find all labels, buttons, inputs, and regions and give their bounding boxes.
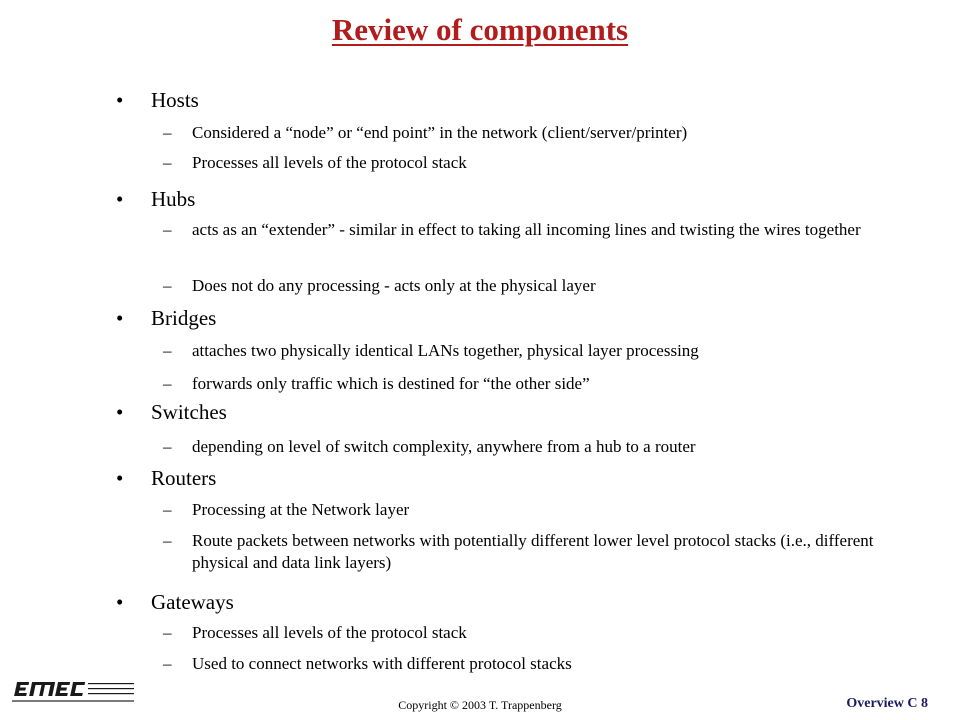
bullet-label: Bridges [151, 306, 217, 330]
dash-icon: – [163, 153, 172, 172]
sub-bullet-text: Does not do any processing - acts only at the physical layer [192, 276, 596, 295]
slide-number: Overview C 8 [846, 696, 928, 711]
bullet-dot-icon: • [116, 400, 124, 424]
bullet-dot-icon: • [116, 187, 124, 211]
sub-bullet-text: acts as an “extender” - similar in effect to taking all incoming lines and twisting the wires together [192, 220, 861, 239]
dash-icon: – [163, 654, 172, 673]
sub-bullet-text: depending on level of switch complexity, anywhere from a hub to a router [192, 437, 696, 456]
sub-bullet-text: Processes all levels of the protocol stack [192, 153, 467, 172]
bullet-label: Gateways [151, 590, 234, 614]
bullet-label: Hubs [151, 187, 196, 211]
bullet-dot-icon: • [116, 88, 124, 112]
dash-icon: – [163, 220, 172, 239]
sub-bullet-text: attaches two physically identical LANs together, physical layer processing [192, 341, 699, 360]
dash-icon: – [163, 341, 172, 360]
bullet-dot-icon: • [116, 590, 124, 614]
sub-bullet-text: Processes all levels of the protocol stack [192, 623, 467, 642]
sub-bullet-text: Processing at the Network layer [192, 500, 410, 519]
sub-bullet-text: Route packets between networks with potentially different lower level protocol stacks (i.e., different physical and data link layers) [192, 531, 874, 572]
slide-title: Review of components [331, 12, 629, 47]
dash-icon: – [163, 123, 172, 142]
sub-bullet-text: Used to connect networks with different protocol stacks [192, 654, 572, 673]
bullet-dot-icon: • [116, 306, 124, 330]
dash-icon: – [163, 276, 172, 295]
dash-icon: – [163, 374, 172, 393]
bullet-label: Hosts [151, 88, 199, 112]
bullet-dot-icon: • [116, 466, 124, 490]
bullet-label: Routers [151, 466, 217, 490]
bullet-label: Switches [151, 400, 227, 424]
sub-bullet-text: Considered a “node” or “end point” in the network (client/server/printer) [192, 123, 688, 142]
dash-icon: – [163, 437, 172, 456]
dash-icon: – [163, 531, 172, 550]
dash-icon: – [163, 623, 172, 642]
dash-icon: – [163, 500, 172, 519]
copyright-text: Copyright © 2003 T. Trappenberg [398, 698, 562, 712]
sub-bullet-text: forwards only traffic which is destined for “the other side” [192, 374, 590, 393]
